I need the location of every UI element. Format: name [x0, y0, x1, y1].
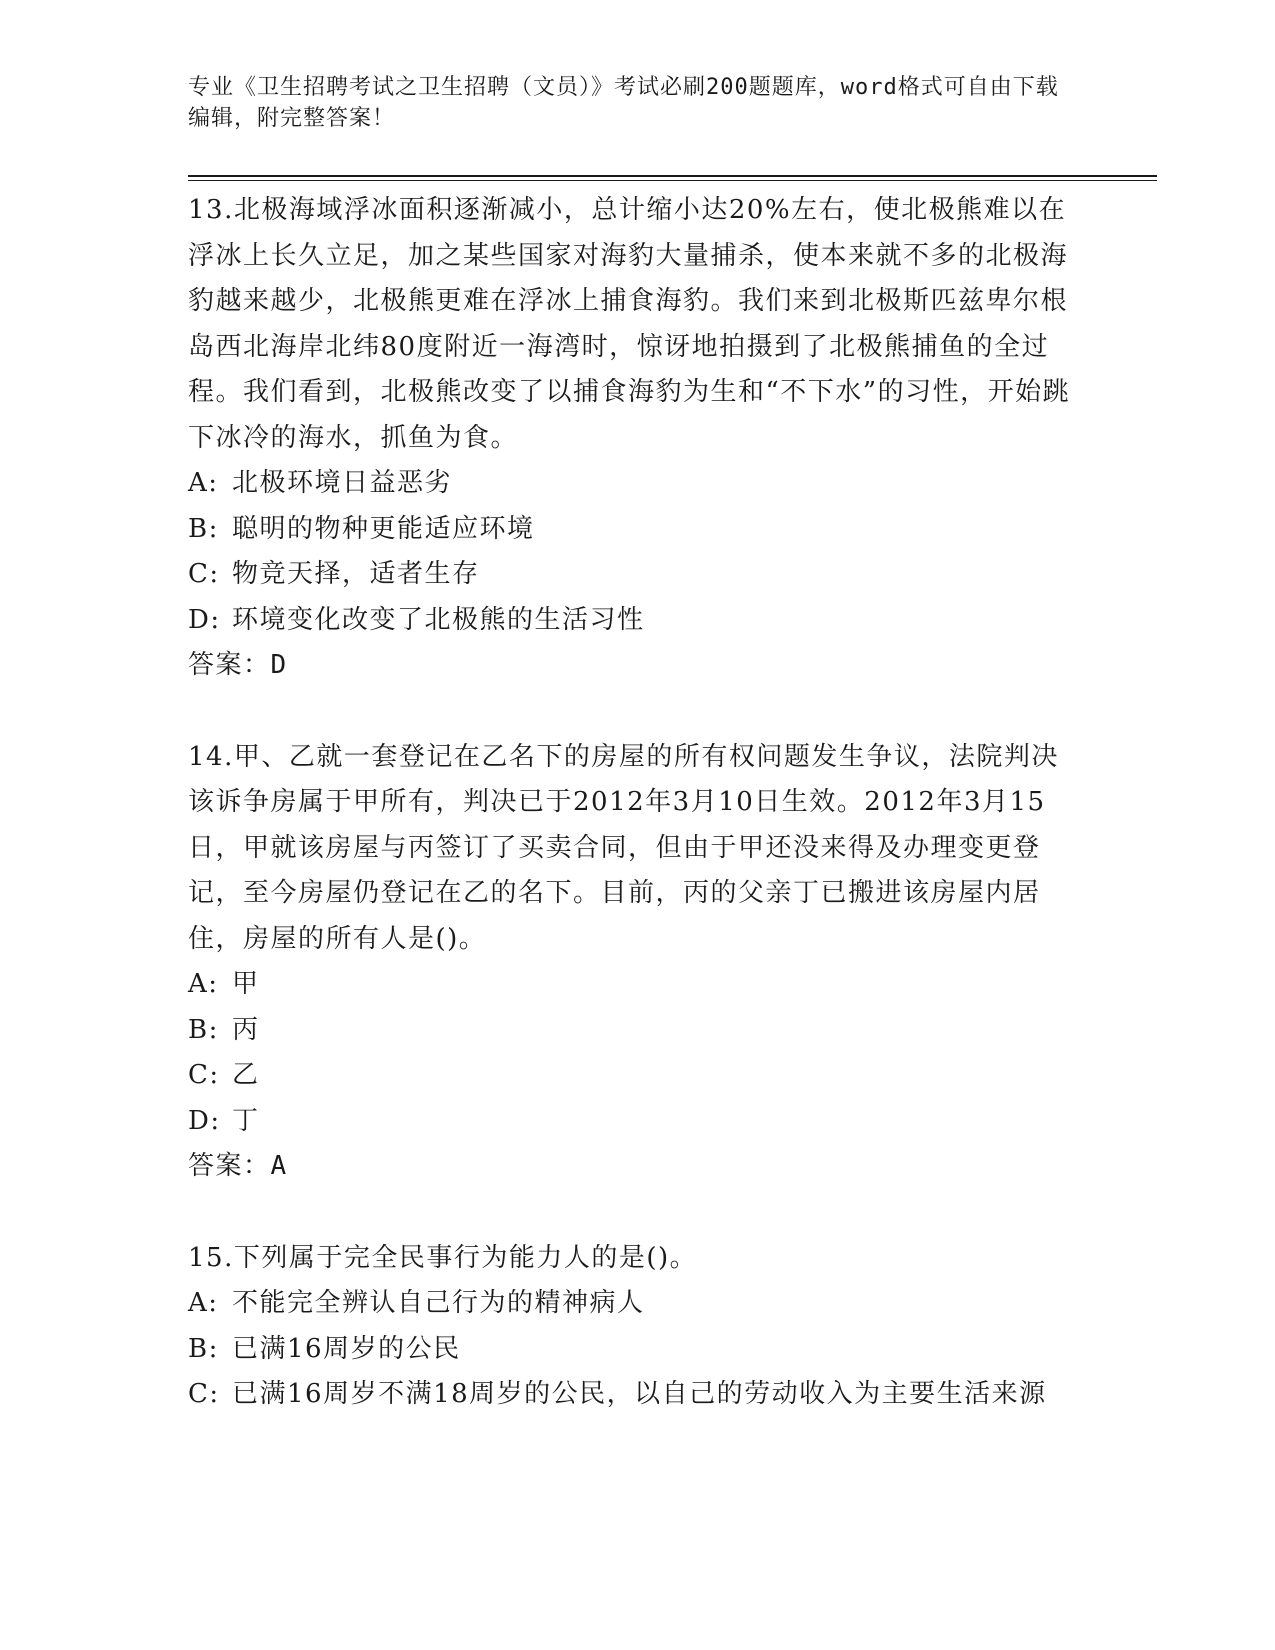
option-b: [188, 1327, 1078, 1373]
option-letter: C:: [188, 559, 220, 589]
option-text: 丁: [232, 1105, 260, 1136]
header-divider-thin: [188, 180, 1157, 181]
question-text: 14.甲、乙就一套登记在乙名下的房屋的所有权问题发生争议，法院判决该诉争房属于甲所有，判决已于2012年3月10日生效。2012年3月15日，甲就该房屋与丙签订了买卖合同，但由于甲还没来得及办理变更登记，至今房屋仍登记在乙的名下。目前，丙的父亲丁已搬进该房屋内居住，房屋的所有人是()。: [188, 741, 1059, 954]
option-c: [188, 1372, 1078, 1418]
option-text: 北极环境日益恶劣: [232, 468, 453, 498]
option-letter: A:: [188, 969, 219, 999]
option-text: 已满16周岁的公民: [232, 1333, 461, 1364]
question-15: [188, 1236, 1078, 1418]
option-a: [188, 1281, 1078, 1327]
option-b: [188, 507, 1078, 553]
option-letter: B:: [188, 513, 219, 544]
option-text: 丙: [232, 1014, 260, 1045]
option-letter: C:: [188, 1060, 220, 1090]
answer-label: 答案：A: [188, 1151, 288, 1181]
option-a: [188, 962, 1078, 1008]
option-letter: B:: [188, 1333, 219, 1364]
option-text: 聪明的物种更能适应环境: [232, 513, 535, 544]
option-c: [188, 552, 1078, 598]
option-b: [188, 1008, 1078, 1054]
option-letter: C:: [188, 1379, 220, 1409]
option-a: [188, 461, 1078, 507]
option-letter: D:: [188, 1105, 221, 1136]
option-letter: A:: [188, 1288, 219, 1318]
document-header: 专业《卫生招聘考试之卫生招聘（文员）》考试必刷200题题库，word格式可自由下载编辑，附完整答案！: [188, 75, 1059, 131]
option-letter: D:: [188, 604, 221, 635]
question-13: [188, 188, 1078, 689]
option-text: 环境变化改变了北极熊的生活习性: [232, 604, 645, 635]
option-text: 已满16周岁不满18周岁的公民，以自己的劳动收入为主要生活来源: [232, 1379, 1047, 1409]
option-letter: B:: [188, 1014, 219, 1045]
option-text: 甲: [232, 969, 260, 999]
question-text: 13.北极海域浮冰面积逐渐减小，总计缩小达20%左右，使北极熊难以在浮冰上长久立足，加之某些国家对海豹大量捕杀，使本来就不多的北极海豹越来越少，北极熊更难在浮冰上捕食海豹。我们来到北极斯匹兹卑尔根岛西北海岸北纬80度附近一海湾时，惊讶地拍摄到了北极熊捕鱼的全过程。我们看到，北极熊改变了以捕食海豹为生和“不下水”的习性，开始跳下冰冷的海水，抓鱼为食。: [188, 195, 1071, 453]
option-c: [188, 1053, 1078, 1099]
question-text: 15.下列属于完全民事行为能力人的是()。: [188, 1242, 698, 1273]
option-letter: A:: [188, 468, 219, 498]
header-divider-thick: [188, 175, 1157, 177]
option-d: [188, 598, 1078, 644]
question-14: [188, 735, 1078, 1190]
option-d: [188, 1099, 1078, 1145]
answer-label: 答案：D: [188, 650, 288, 680]
option-text: 不能完全辨认自己行为的精神病人: [232, 1288, 645, 1318]
option-text: 乙: [232, 1060, 260, 1090]
question-list: [188, 188, 1078, 1464]
option-text: 物竞天择，适者生存: [232, 559, 480, 589]
